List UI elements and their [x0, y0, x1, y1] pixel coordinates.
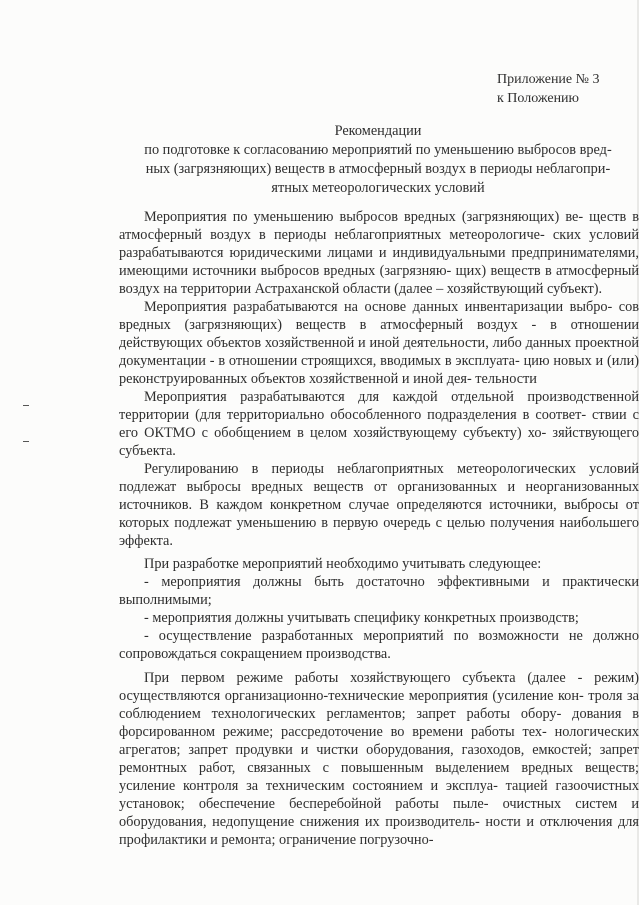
document-body [119, 208, 639, 849]
title-line: ных (загрязняющих) веществ в атмосферный воздух в периоды неблагопри- [145, 161, 611, 177]
paragraph-2: Мероприятия разрабатываются на основе данных инвентаризации выбро- сов вредных (загрязняющих) веществ в атмосферный воздух - в отношении действующих объектов хозяйственной и иной деятельности, либо данных проектной документации - в отношении строящихся, вводимых в эксплуата- цию новых и (или) реконструированных объектов хозяйственной и иной дея- тельности [119, 299, 639, 387]
appendix-label [497, 70, 600, 108]
document-title [118, 122, 638, 198]
appendix-reference: к Положению [497, 91, 580, 106]
paragraph-6: При первом режиме работы хозяйствующего субъекта (далее - режим) осуществляются организационно-технические мероприятия (усиление кон- троля за соблюдением технологических регламентов; запрет работы обору- дования в форсированном режиме; рассредоточение во времени работы тех- нологических агрегатов; запрет продувки и чистки оборудования, газоходов, емкостей; запрет ремонтных работ, связанных с повышенным выделением вредных веществ; усиление контроля за техническим состоянием и эксплуа- тацией газоочистных установок; обеспечение бесперебойной работы пыле- очистных систем и оборудования, недопущение снижения их производитель- ности и отключения для профилактики и ремонта; ограничение погрузочно- [119, 670, 639, 848]
paragraph-1: Мероприятия по уменьшению выбросов вредных (загрязняющих) ве- ществ в атмосферный воздух в периоды неблагоприятных метеорологиче- ских условий разрабатываются юридическими лицами и индивидуальными предпринимателями, имеющими источники выбросов вредных (загрязняю- щих) веществ в атмосферный воздух на территории Астраханской области (далее – хозяйствующий субъект). [119, 209, 639, 297]
paragraph-3: Мероприятия разрабатываются для каждой отдельной производственной территории (для территориально обособленного подразделения в соответ- ствии с его ОКТМО с обобщением в целом хозяйствующему субъекту) хо- зяйствующего субъекта. [119, 389, 639, 459]
paragraph-4: Регулированию в периоды неблагоприятных метеорологических условий подлежат выбросы вредных веществ от организованных и неорганизованных источников. В каждом конкретном случае определяются источники, выбросы от которых подлежат уменьшению в первую очередь с целью получения наибольшего эффекта. [119, 461, 639, 549]
list-item-2: - мероприятия должны учитывать специфику конкретных производств; [144, 610, 579, 626]
list-item-1: - мероприятия должны быть достаточно эффективными и практически выполнимыми; [119, 574, 639, 608]
list-item-3: - осуществление разработанных мероприятий по возможности не должно сопровождаться сокращением производства. [119, 628, 639, 662]
title-heading: Рекомендации [334, 123, 422, 139]
appendix-number: Приложение № 3 [497, 72, 600, 87]
paragraph-5: При разработке мероприятий необходимо учитывать следующее: [144, 556, 542, 572]
margin-mark [23, 441, 29, 442]
title-line: ятных метеорологических условий [271, 180, 485, 196]
title-line: по подготовке к согласованию мероприятий по уменьшению выбросов вред- [144, 142, 612, 158]
margin-mark [23, 405, 29, 406]
